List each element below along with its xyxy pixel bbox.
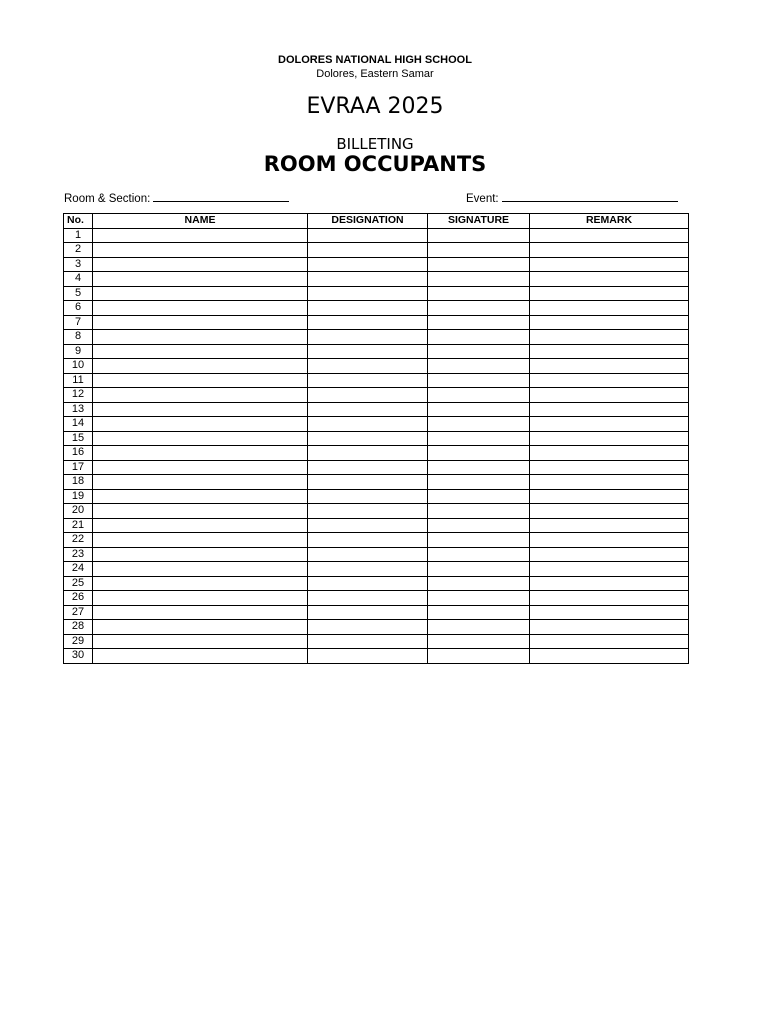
designation-cell[interactable] xyxy=(308,344,428,359)
designation-cell[interactable] xyxy=(308,620,428,635)
name-cell[interactable] xyxy=(93,359,308,374)
designation-cell[interactable] xyxy=(308,562,428,577)
remark-cell[interactable] xyxy=(530,518,689,533)
remark-cell[interactable] xyxy=(530,330,689,345)
remark-cell[interactable] xyxy=(530,620,689,635)
table-row xyxy=(64,475,689,490)
remark-cell[interactable] xyxy=(530,431,689,446)
designation-cell[interactable] xyxy=(308,301,428,316)
name-cell[interactable] xyxy=(93,272,308,287)
table-row xyxy=(64,620,689,635)
table-row xyxy=(64,315,689,330)
table-row xyxy=(64,591,689,606)
row-number: 2 xyxy=(64,243,93,258)
row-number: 19 xyxy=(64,489,93,504)
signature-cell[interactable] xyxy=(428,518,530,533)
name-cell[interactable] xyxy=(93,431,308,446)
signature-cell[interactable] xyxy=(428,504,530,519)
row-number: 13 xyxy=(64,402,93,417)
row-number: 22 xyxy=(64,533,93,548)
name-cell[interactable] xyxy=(93,388,308,403)
name-cell[interactable] xyxy=(93,257,308,272)
designation-cell[interactable] xyxy=(308,257,428,272)
table-row xyxy=(64,431,689,446)
signature-cell[interactable] xyxy=(428,417,530,432)
signature-cell[interactable] xyxy=(428,388,530,403)
name-cell[interactable] xyxy=(93,228,308,243)
remark-cell[interactable] xyxy=(530,243,689,258)
table-row xyxy=(64,533,689,548)
room-section-blank[interactable] xyxy=(153,190,289,202)
name-cell[interactable] xyxy=(93,446,308,461)
table-row xyxy=(64,388,689,403)
signature-cell[interactable] xyxy=(428,243,530,258)
remark-cell[interactable] xyxy=(530,533,689,548)
table-row xyxy=(64,373,689,388)
table-row xyxy=(64,286,689,301)
designation-cell[interactable] xyxy=(308,605,428,620)
column-header-no: No. xyxy=(64,214,93,229)
signature-cell[interactable] xyxy=(428,576,530,591)
name-cell[interactable] xyxy=(93,518,308,533)
name-cell[interactable] xyxy=(93,417,308,432)
row-number: 30 xyxy=(64,649,93,664)
designation-cell[interactable] xyxy=(308,330,428,345)
row-number: 14 xyxy=(64,417,93,432)
name-cell[interactable] xyxy=(93,547,308,562)
row-number: 28 xyxy=(64,620,93,635)
remark-cell[interactable] xyxy=(530,388,689,403)
designation-cell[interactable] xyxy=(308,228,428,243)
table-row xyxy=(64,547,689,562)
remark-cell[interactable] xyxy=(530,576,689,591)
name-cell[interactable] xyxy=(93,402,308,417)
signature-cell[interactable] xyxy=(428,605,530,620)
remark-cell[interactable] xyxy=(530,272,689,287)
school-name: DOLORES NATIONAL HIGH SCHOOL xyxy=(278,54,472,66)
table-row xyxy=(64,301,689,316)
column-header-name: NAME xyxy=(93,214,308,229)
row-number: 6 xyxy=(64,301,93,316)
event-blank[interactable] xyxy=(502,190,678,202)
remark-cell[interactable] xyxy=(530,228,689,243)
name-cell[interactable] xyxy=(93,344,308,359)
room-section-field xyxy=(64,190,289,205)
designation-cell[interactable] xyxy=(308,417,428,432)
remark-cell[interactable] xyxy=(530,649,689,664)
table-row xyxy=(64,460,689,475)
table-row xyxy=(64,228,689,243)
signature-cell[interactable] xyxy=(428,344,530,359)
designation-cell[interactable] xyxy=(308,475,428,490)
name-cell[interactable] xyxy=(93,562,308,577)
remark-cell[interactable] xyxy=(530,402,689,417)
remark-cell[interactable] xyxy=(530,460,689,475)
designation-cell[interactable] xyxy=(308,286,428,301)
row-number: 1 xyxy=(64,228,93,243)
remark-cell[interactable] xyxy=(530,547,689,562)
designation-cell[interactable] xyxy=(308,576,428,591)
signature-cell[interactable] xyxy=(428,373,530,388)
column-header-designation: DESIGNATION xyxy=(308,214,428,229)
signature-cell[interactable] xyxy=(428,446,530,461)
table-row xyxy=(64,257,689,272)
event-field xyxy=(466,190,678,205)
row-number: 8 xyxy=(64,330,93,345)
document-title: ROOM OCCUPANTS xyxy=(263,152,487,176)
name-cell[interactable] xyxy=(93,489,308,504)
designation-cell[interactable] xyxy=(308,315,428,330)
table-header-row xyxy=(64,214,689,229)
table-row xyxy=(64,446,689,461)
row-number: 4 xyxy=(64,272,93,287)
designation-cell[interactable] xyxy=(308,431,428,446)
table-row xyxy=(64,272,689,287)
name-cell[interactable] xyxy=(93,533,308,548)
designation-cell[interactable] xyxy=(308,649,428,664)
remark-cell[interactable] xyxy=(530,417,689,432)
name-cell[interactable] xyxy=(93,475,308,490)
signature-cell[interactable] xyxy=(428,591,530,606)
signature-cell[interactable] xyxy=(428,620,530,635)
remark-cell[interactable] xyxy=(530,605,689,620)
table-row xyxy=(64,359,689,374)
signature-cell[interactable] xyxy=(428,257,530,272)
signature-cell[interactable] xyxy=(428,475,530,490)
table-row xyxy=(64,518,689,533)
row-number: 21 xyxy=(64,518,93,533)
signature-cell[interactable] xyxy=(428,634,530,649)
name-cell[interactable] xyxy=(93,504,308,519)
signature-cell[interactable] xyxy=(428,286,530,301)
event-title: EVRAA 2025 xyxy=(306,94,444,119)
remark-cell[interactable] xyxy=(530,446,689,461)
signature-cell[interactable] xyxy=(428,315,530,330)
table-row xyxy=(64,576,689,591)
row-number: 10 xyxy=(64,359,93,374)
designation-cell[interactable] xyxy=(308,518,428,533)
document-subtitle: BILLETING xyxy=(336,135,414,153)
name-cell[interactable] xyxy=(93,286,308,301)
remark-cell[interactable] xyxy=(530,634,689,649)
row-number: 17 xyxy=(64,460,93,475)
name-cell[interactable] xyxy=(93,591,308,606)
row-number: 23 xyxy=(64,547,93,562)
row-number: 26 xyxy=(64,591,93,606)
designation-cell[interactable] xyxy=(308,460,428,475)
remark-cell[interactable] xyxy=(530,489,689,504)
table-row xyxy=(64,417,689,432)
row-number: 5 xyxy=(64,286,93,301)
remark-cell[interactable] xyxy=(530,344,689,359)
table-row xyxy=(64,504,689,519)
signature-cell[interactable] xyxy=(428,402,530,417)
designation-cell[interactable] xyxy=(308,243,428,258)
signature-cell[interactable] xyxy=(428,359,530,374)
designation-cell[interactable] xyxy=(308,402,428,417)
designation-cell[interactable] xyxy=(308,489,428,504)
signature-cell[interactable] xyxy=(428,330,530,345)
name-cell[interactable] xyxy=(93,620,308,635)
name-cell[interactable] xyxy=(93,315,308,330)
row-number: 27 xyxy=(64,605,93,620)
signature-cell[interactable] xyxy=(428,562,530,577)
signature-cell[interactable] xyxy=(428,489,530,504)
signature-cell[interactable] xyxy=(428,228,530,243)
row-number: 11 xyxy=(64,373,93,388)
signature-cell[interactable] xyxy=(428,431,530,446)
remark-cell[interactable] xyxy=(530,591,689,606)
column-header-remark: REMARK xyxy=(530,214,689,229)
designation-cell[interactable] xyxy=(308,359,428,374)
remark-cell[interactable] xyxy=(530,562,689,577)
designation-cell[interactable] xyxy=(308,446,428,461)
designation-cell[interactable] xyxy=(308,388,428,403)
name-cell[interactable] xyxy=(93,460,308,475)
designation-cell[interactable] xyxy=(308,504,428,519)
name-cell[interactable] xyxy=(93,576,308,591)
row-number: 3 xyxy=(64,257,93,272)
remark-cell[interactable] xyxy=(530,359,689,374)
occupants-table xyxy=(63,213,689,664)
designation-cell[interactable] xyxy=(308,591,428,606)
table-row xyxy=(64,649,689,664)
row-number: 24 xyxy=(64,562,93,577)
name-cell[interactable] xyxy=(93,605,308,620)
row-number: 7 xyxy=(64,315,93,330)
table-row xyxy=(64,605,689,620)
table-row xyxy=(64,330,689,345)
signature-cell[interactable] xyxy=(428,547,530,562)
row-number: 9 xyxy=(64,344,93,359)
remark-cell[interactable] xyxy=(530,257,689,272)
remark-cell[interactable] xyxy=(530,301,689,316)
room-section-label: Room & Section: xyxy=(64,193,151,205)
table-row xyxy=(64,634,689,649)
school-address: Dolores, Eastern Samar xyxy=(316,68,434,80)
name-cell[interactable] xyxy=(93,373,308,388)
table-body xyxy=(64,228,689,663)
row-number: 29 xyxy=(64,634,93,649)
table-row xyxy=(64,402,689,417)
designation-cell[interactable] xyxy=(308,373,428,388)
table-row xyxy=(64,344,689,359)
signature-cell[interactable] xyxy=(428,460,530,475)
designation-cell[interactable] xyxy=(308,533,428,548)
name-cell[interactable] xyxy=(93,301,308,316)
signature-cell[interactable] xyxy=(428,533,530,548)
event-label: Event: xyxy=(466,193,499,205)
remark-cell[interactable] xyxy=(530,475,689,490)
remark-cell[interactable] xyxy=(530,373,689,388)
designation-cell[interactable] xyxy=(308,634,428,649)
signature-cell[interactable] xyxy=(428,272,530,287)
remark-cell[interactable] xyxy=(530,286,689,301)
name-cell[interactable] xyxy=(93,243,308,258)
signature-cell[interactable] xyxy=(428,301,530,316)
column-header-signature: SIGNATURE xyxy=(428,214,530,229)
row-number: 12 xyxy=(64,388,93,403)
row-number: 15 xyxy=(64,431,93,446)
name-cell[interactable] xyxy=(93,330,308,345)
name-cell[interactable] xyxy=(93,634,308,649)
table-row xyxy=(64,562,689,577)
signature-cell[interactable] xyxy=(428,649,530,664)
table-row xyxy=(64,243,689,258)
row-number: 18 xyxy=(64,475,93,490)
table-row xyxy=(64,489,689,504)
name-cell[interactable] xyxy=(93,649,308,664)
row-number: 25 xyxy=(64,576,93,591)
row-number: 16 xyxy=(64,446,93,461)
designation-cell[interactable] xyxy=(308,272,428,287)
remark-cell[interactable] xyxy=(530,315,689,330)
row-number: 20 xyxy=(64,504,93,519)
designation-cell[interactable] xyxy=(308,547,428,562)
remark-cell[interactable] xyxy=(530,504,689,519)
